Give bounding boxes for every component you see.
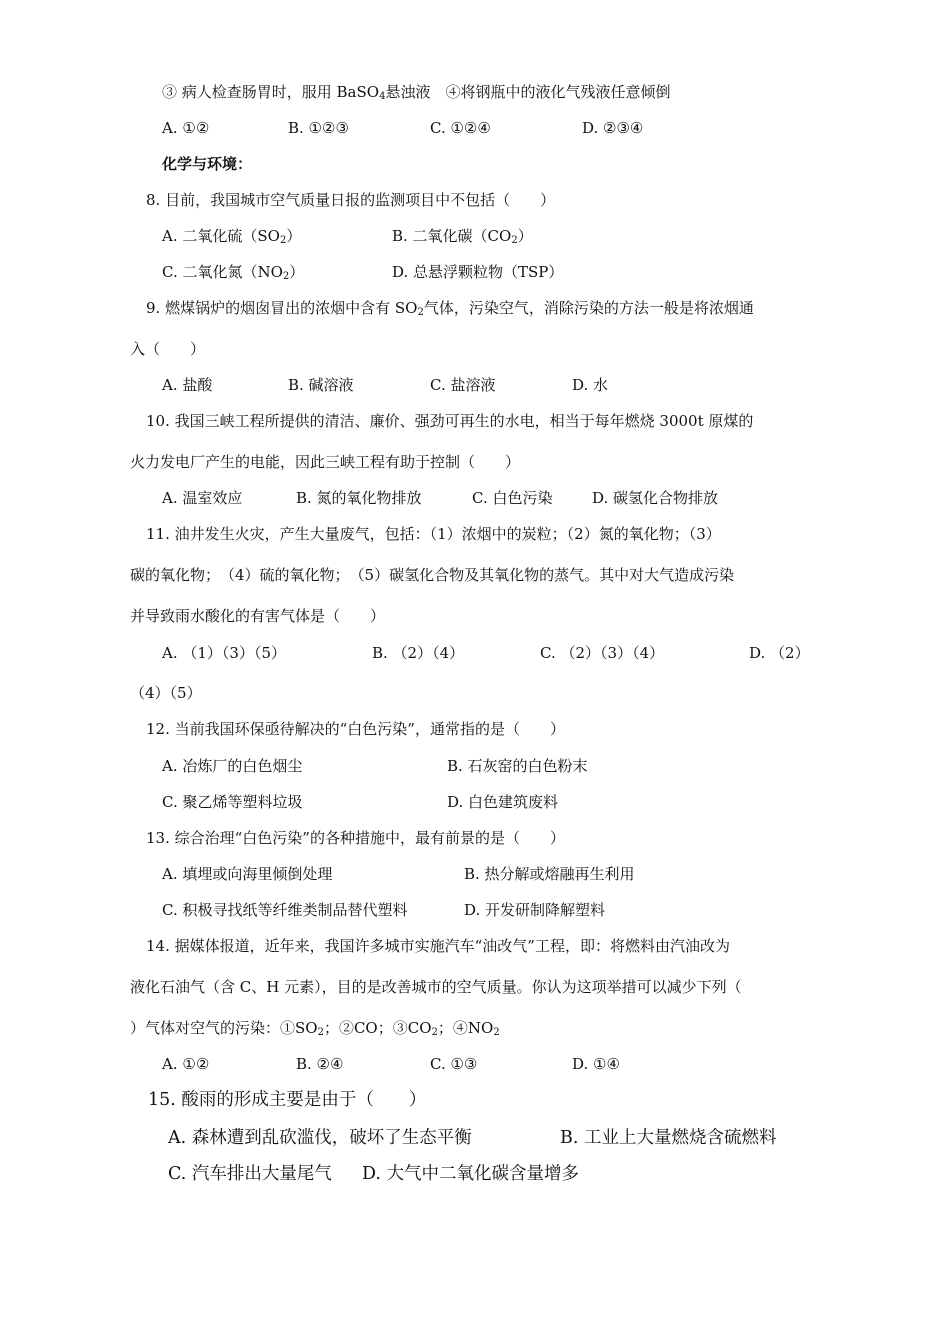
q12-stem: 12. 当前我国环保亟待解决的“白色污染”，通常指的是（ ） xyxy=(146,720,565,738)
q8-stem: 8. 目前，我国城市空气质量日报的监测项目中不包括（ ） xyxy=(146,191,556,209)
q8-option-b[interactable]: B. 二氧化碳$(CO_2)$ xyxy=(392,227,533,246)
q7-statement-3: ③ 病人检查肠胃时，服用 BaSO xyxy=(162,83,380,101)
q9-option-b[interactable]: B. 碱溶液 xyxy=(288,376,354,394)
q13-option-c[interactable]: C. 积极寻找纸等纤维类制品替代塑料 xyxy=(162,901,408,919)
q11-stem-line3: 并导致雨水酸化的有害气体是（ ） xyxy=(130,607,386,625)
q9-stem-line2: 入（ ） xyxy=(130,340,206,358)
q14-stem-line3: ）气体对空气的污染：$①SO_2$；②CO；$③CO_2$；$④NO_2$ xyxy=(130,1019,500,1038)
q10-option-b[interactable]: B. 氮的氧化物排放 xyxy=(296,489,422,507)
q14-stem-line2: 液化石油气（含 C、H 元素），目的是改善城市的空气质量。你认为这项举措可以减少下列（ xyxy=(130,978,742,996)
q8-option-c[interactable]: C. 二氧化氮$(NO_2)$ xyxy=(162,263,305,282)
q11-option-d-wrap: （4）（5） xyxy=(130,684,202,702)
q9-stem-line1: 9. 燃煤锅炉的烟囱冒出的浓烟中含有 $SO_2$气体，污染空气，消除污染的方法一般是将浓烟通 xyxy=(146,299,754,318)
q11-stem-line1: 11. 油井发生火灾，产生大量废气，包括：（1）浓烟中的炭粒；（2）氮的氧化物；（3） xyxy=(146,525,721,543)
subscript: 4 xyxy=(379,91,386,102)
q11-stem-line2: 碳的氧化物； （4）硫的氧化物； （5）碳氢化合物及其氧化物的蒸气。其中对大气造成污染 xyxy=(130,566,735,584)
q13-option-d[interactable]: D. 开发研制降解塑料 xyxy=(464,901,606,919)
q10-option-d[interactable]: D. 碳氢化合物排放 xyxy=(592,489,719,507)
q10-option-a[interactable]: A. 温室效应 xyxy=(162,489,243,507)
q12-option-c[interactable]: C. 聚乙烯等塑料垃圾 xyxy=(162,793,303,811)
q8-option-d[interactable]: D. 总悬浮颗粒物（TSP） xyxy=(392,263,564,281)
q9-option-c[interactable]: C. 盐溶液 xyxy=(430,376,496,394)
q13-option-a[interactable]: A. 填埋或向海里倾倒处理 xyxy=(162,865,333,883)
section-title: 化学与环境： xyxy=(162,155,253,173)
q14-option-c[interactable]: C. ①③ xyxy=(430,1055,478,1073)
q14-stem-line1: 14. 据媒体报道，近年来，我国许多城市实施汽车“油改气”工程，即：将燃料由汽油改为 xyxy=(146,937,730,955)
q11-option-b[interactable]: B. （2）（4） xyxy=(372,644,465,662)
q15-stem: 15. 酸雨的形成主要是由于（ ） xyxy=(148,1090,427,1110)
q12-option-d[interactable]: D. 白色建筑废料 xyxy=(447,793,559,811)
q7-statement-line xyxy=(162,82,670,102)
q9-option-d[interactable]: D. 水 xyxy=(572,376,609,394)
q14-option-b[interactable]: B. ②④ xyxy=(296,1055,344,1073)
q7-option-c[interactable]: C. ①②④ xyxy=(430,119,491,137)
q7-option-d[interactable]: D. ②③④ xyxy=(582,119,644,137)
q15-option-b[interactable]: B. 工业上大量燃烧含硫燃料 xyxy=(560,1128,777,1148)
q9-option-a[interactable]: A. 盐酸 xyxy=(162,376,213,394)
q7-statement-4: 悬浊液 ④将钢瓶中的液化气残液任意倾倒 xyxy=(385,83,671,101)
subscript: 2 xyxy=(417,307,424,318)
q10-stem-line1: 10. 我国三峡工程所提供的清洁、廉价、强劲可再生的水电，相当于每年燃烧 3000t 原煤的 xyxy=(146,412,754,430)
q12-option-a[interactable]: A. 冶炼厂的白色烟尘 xyxy=(162,757,303,775)
q10-stem-line2: 火力发电厂产生的电能，因此三峡工程有助于控制（ ） xyxy=(130,453,521,471)
q12-option-b[interactable]: B. 石灰窑的白色粉末 xyxy=(447,757,588,775)
q7-option-b[interactable]: B. ①②③ xyxy=(288,119,349,137)
q15-option-c[interactable]: C. 汽车排出大量尾气 xyxy=(168,1164,332,1184)
q13-option-b[interactable]: B. 热分解或熔融再生利用 xyxy=(464,865,635,883)
q15-option-a[interactable]: A. 森林遭到乱砍滥伐，破坏了生态平衡 xyxy=(168,1128,472,1148)
q11-option-c[interactable]: C. （2）（3）（4） xyxy=(540,644,665,662)
q7-option-a[interactable]: A. ①② xyxy=(162,119,210,137)
q14-option-a[interactable]: A. ①② xyxy=(162,1055,210,1073)
q11-option-a[interactable]: A. （1）（3）（5） xyxy=(162,644,286,662)
q8-option-a[interactable]: A. 二氧化硫$(SO_2)$ xyxy=(162,227,302,246)
q11-option-d[interactable]: D. （2） xyxy=(749,644,810,662)
q15-option-d[interactable]: D. 大气中二氧化碳含量增多 xyxy=(362,1164,580,1184)
q10-option-c[interactable]: C. 白色污染 xyxy=(472,489,553,507)
q13-stem: 13. 综合治理“白色污染”的各种措施中，最有前景的是（ ） xyxy=(146,829,565,847)
q14-option-d[interactable]: D. ①④ xyxy=(572,1055,620,1073)
